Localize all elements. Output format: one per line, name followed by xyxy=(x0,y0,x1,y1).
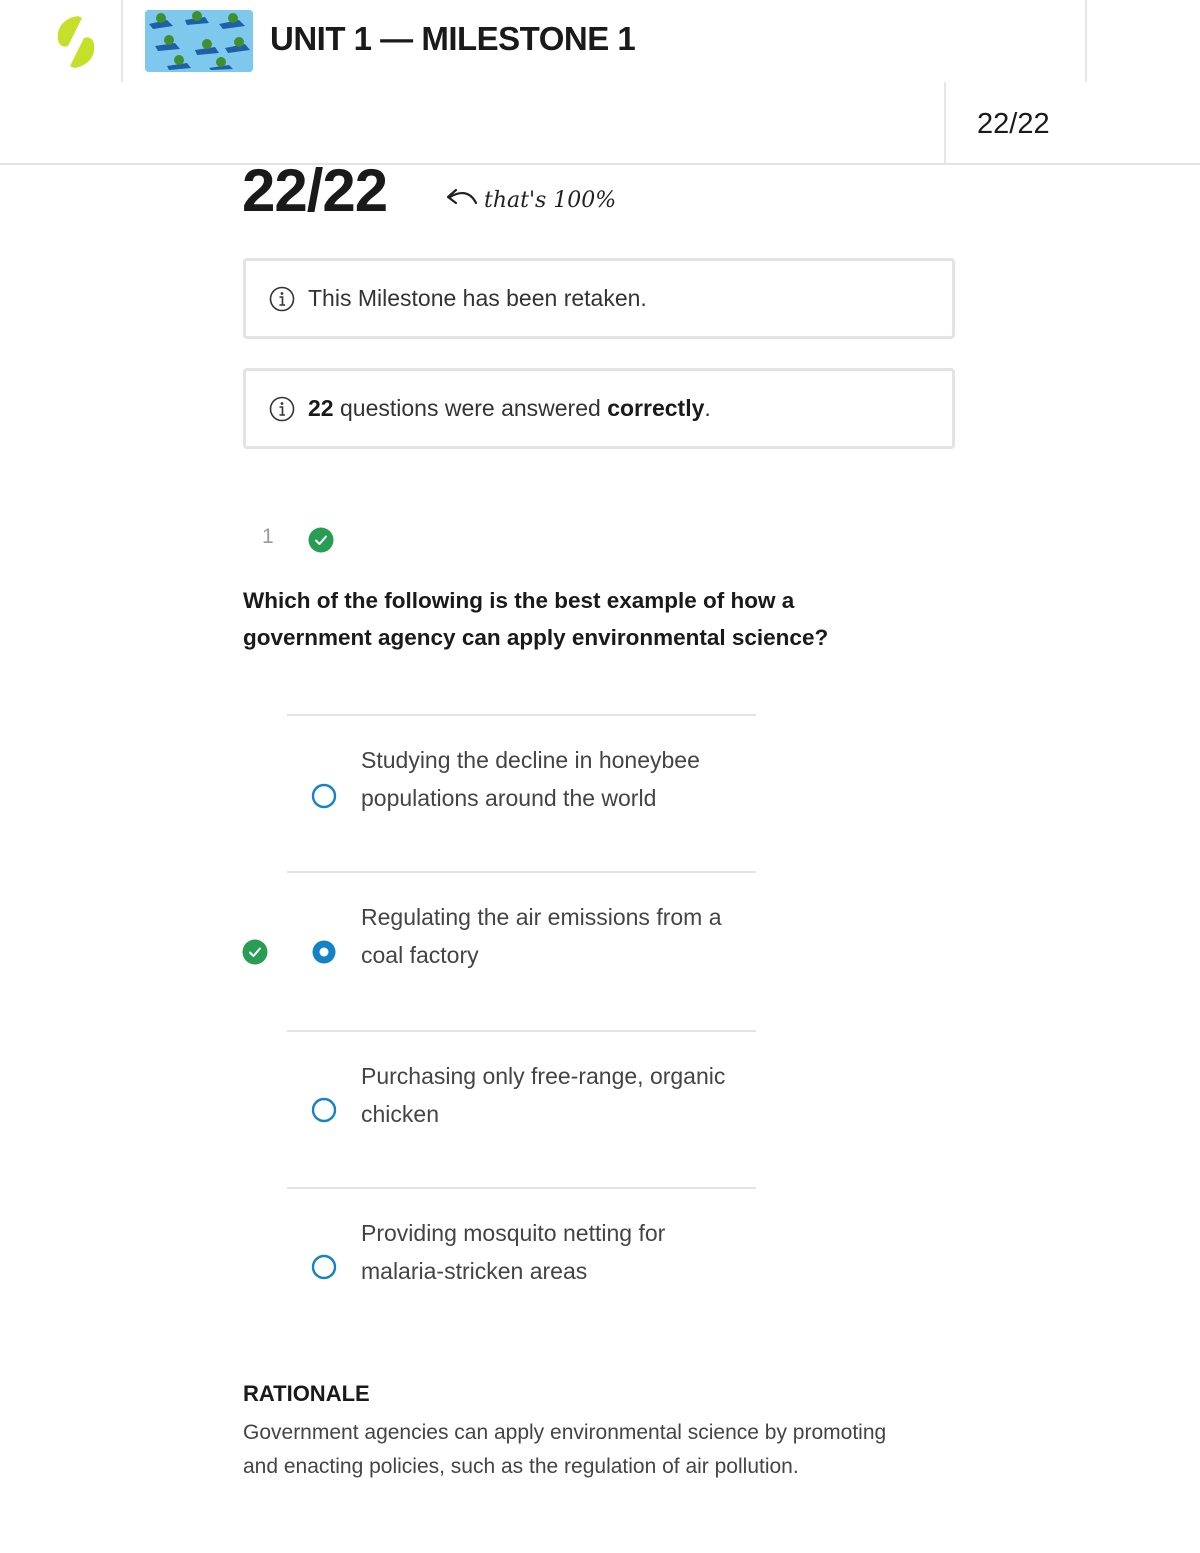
question-prompt: Which of the following is the best example of how a government agency can apply environmental science? xyxy=(243,588,829,650)
answer-choice-4[interactable] xyxy=(287,1189,756,1344)
notice-suffix: . xyxy=(704,395,711,421)
top-bar xyxy=(0,0,1200,82)
info-icon xyxy=(269,286,295,312)
answer-choice-2[interactable] xyxy=(287,873,756,1028)
notice-text xyxy=(308,395,711,422)
choice-text: Studying the decline in honeybee populations around the world xyxy=(361,747,700,811)
notice-text: This Milestone has been retaken. xyxy=(308,285,647,311)
choice-text: Providing mosquito netting for malaria-stricken areas xyxy=(361,1220,666,1284)
curved-arrow-left-icon xyxy=(444,185,478,215)
answer-choice-3[interactable] xyxy=(287,1032,756,1187)
radio-empty-icon[interactable] xyxy=(311,1254,337,1280)
header-divider-right xyxy=(1085,0,1087,82)
header-bottom-border xyxy=(0,163,1200,165)
score-note-text: that's 100% xyxy=(484,187,617,213)
rationale-heading: RATIONALE xyxy=(243,1381,370,1406)
header-divider xyxy=(121,0,123,82)
retaken-notice xyxy=(243,258,955,339)
check-circle-icon xyxy=(308,527,334,553)
header-score: 22/22 xyxy=(977,108,1050,140)
correct-count: 22 xyxy=(308,395,334,421)
sophia-logo-icon[interactable] xyxy=(52,14,100,70)
correct-answer-check-icon xyxy=(242,939,268,965)
question-number: 1 xyxy=(262,525,274,548)
choice-text: Purchasing only free-range, organic chicken xyxy=(361,1063,726,1127)
score-note xyxy=(444,184,616,216)
answer-choice-1[interactable] xyxy=(287,716,756,871)
page-title: UNIT 1 — MILESTONE 1 xyxy=(270,20,636,57)
course-thumbnail-icon xyxy=(145,10,253,72)
correct-count-notice xyxy=(243,368,955,449)
choice-text: Regulating the air emissions from a coal factory xyxy=(361,904,722,968)
notice-emphasis: correctly xyxy=(607,395,705,421)
score-divider xyxy=(944,82,946,164)
radio-selected-icon[interactable] xyxy=(311,939,337,965)
radio-empty-icon[interactable] xyxy=(311,1097,337,1123)
radio-empty-icon[interactable] xyxy=(311,783,337,809)
notice-text-mid: questions were answered xyxy=(333,395,608,421)
score-total: 22/22 xyxy=(242,157,388,224)
info-icon xyxy=(269,396,295,422)
rationale-text: Government agencies can apply environmental science by promoting and enacting policies, such as the regulation of air pollution. xyxy=(243,1421,887,1478)
